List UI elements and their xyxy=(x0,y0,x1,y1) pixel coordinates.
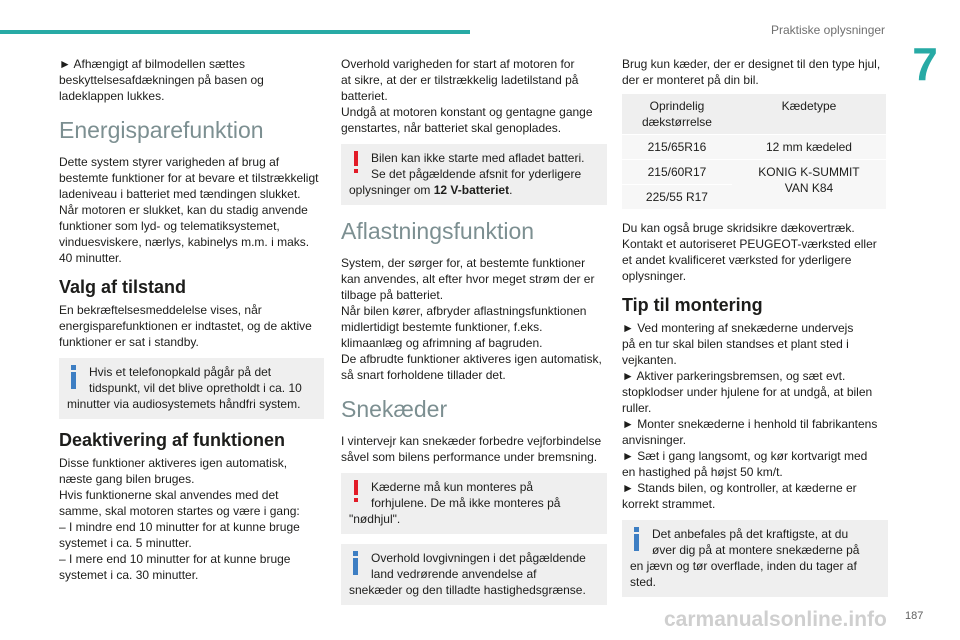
text-line: land vedrørende anvendelse af xyxy=(371,567,537,581)
text-line: forhjulene. De må ikke monteres på xyxy=(371,496,561,510)
tire-size-cell: 215/60R17 xyxy=(622,160,732,185)
heading-energy-saving: Energisparefunktion xyxy=(59,117,264,143)
text-line: minutter via audiosystemets håndfri system. xyxy=(67,397,301,411)
header-rule xyxy=(0,30,470,34)
text-line: genstartes, når batteriet skal genoplades. xyxy=(341,121,562,135)
table-row xyxy=(622,135,886,160)
text-line: en jævn og tør overflade, inden du tager af xyxy=(630,559,857,573)
watermark: carmanualsonline.info xyxy=(664,608,887,631)
text-line: et andet kvalificeret værksted for yderligere xyxy=(622,253,852,267)
warning-icon xyxy=(349,151,365,177)
battery-reference: 12 V-batteriet xyxy=(433,183,510,197)
energy-paragraph xyxy=(59,154,324,266)
text-line: Kæderne må kun monteres på xyxy=(371,480,534,494)
text-line: stopklodser under hjulene for at undgå, at bilen xyxy=(622,385,873,399)
text-line: vejkanten. xyxy=(622,353,677,367)
info-icon xyxy=(67,365,83,391)
info-note xyxy=(341,544,607,605)
intro-paragraph xyxy=(59,56,324,104)
text-line: Se det pågældende afsnit for yderligere xyxy=(371,167,582,181)
text-line: ruller. xyxy=(622,401,652,415)
text-line: Hvis funktionerne skal anvendes med det xyxy=(59,488,279,502)
tips-paragraph xyxy=(622,320,888,512)
engine-paragraph xyxy=(341,56,607,136)
heading-snow-chains: Snekæder xyxy=(341,396,448,422)
text-line: Overhold lovgivningen i det pågældende xyxy=(371,551,586,565)
warning-icon xyxy=(349,480,365,506)
tire-size-cell: 225/55 R17 xyxy=(622,185,732,210)
covers-paragraph xyxy=(622,220,888,284)
text-line: ► Afhængigt af bilmodellen sættes xyxy=(59,57,245,71)
text-line: næste gang bilen bruges. xyxy=(59,472,195,486)
text-line: – I mere end 10 minutter for at kunne bruge xyxy=(59,552,291,566)
text-line: ladeklappen lukkes. xyxy=(59,89,165,103)
text-line: snekæder og den tilladte hastighedsgrænse. xyxy=(349,583,586,597)
text-line: funktioner som lyd- og telematiksystemet, xyxy=(59,219,280,233)
chain-type-cell: KONIG K-SUMMIT VAN K84 xyxy=(732,160,886,210)
info-icon xyxy=(349,551,365,577)
text-line: Kontakt et autoriseret PEUGEOT-værksted eller xyxy=(622,237,877,251)
text-line: systemet i ca. 5 minutter. xyxy=(59,536,192,550)
text-line: – I mindre end 10 minutter for at kunne bruge xyxy=(59,520,300,534)
table-row xyxy=(622,160,886,185)
text-line: batteriet. xyxy=(341,89,388,103)
text-line: kan anvendes, alt efter hvor meget strøm der er xyxy=(341,272,595,286)
text-line: Undgå at motoren konstant og gentagne gange xyxy=(341,105,593,119)
text-line: så snart forholdene tillader det. xyxy=(341,368,506,382)
text-line: De afbrudte funktioner aktiveres igen automatisk, xyxy=(341,352,602,366)
chain-type-cell: 12 mm kædeled xyxy=(732,135,886,160)
text-line: Hvis et telefonopkald pågår på det xyxy=(89,365,272,379)
chains-type-paragraph xyxy=(622,56,888,88)
relief-paragraph xyxy=(341,255,607,383)
text-line: tidspunkt, vil det blive opretholdt i ca. 10 xyxy=(89,381,302,395)
text-line: funktioner er sat i standby. xyxy=(59,335,199,349)
column-left xyxy=(59,56,324,587)
column-middle xyxy=(341,56,607,615)
text-line: energisparefunktionen er indtastet, og de aktive xyxy=(59,319,312,333)
text-line: Dette system styrer varigheden af brug af xyxy=(59,155,280,169)
text-line: Disse funktioner aktiveres igen automatisk, xyxy=(59,456,288,470)
text-line: såvel som bilens performance under bremsning. xyxy=(341,450,598,464)
header-chain-type: Kædetype xyxy=(732,94,886,135)
heading-mode: Valg af tilstand xyxy=(59,277,187,297)
table-header-row xyxy=(622,94,886,135)
text-line xyxy=(349,182,599,198)
text-line: en hastighed på højst 50 km/t. xyxy=(622,465,783,479)
text-line: En bekræftelsesmeddelelse vises, når xyxy=(59,303,262,317)
text-line: ► Stands bilen, og kontroller, at kæderne er xyxy=(622,481,857,495)
text-line: sted. xyxy=(630,575,657,589)
text-line: Når bilen kører, afbryder aflastningsfunktionen xyxy=(341,304,587,318)
text-line: ladeniveau i batteriet med tændingen slukket. xyxy=(59,187,301,201)
text-line: 40 minutter. xyxy=(59,251,122,265)
column-right xyxy=(622,56,888,607)
page-number: 187 xyxy=(905,610,924,622)
text-line: ► Monter snekæderne i henhold til fabrikantens xyxy=(622,417,878,431)
text-line: systemet i ca. 30 minutter. xyxy=(59,568,199,582)
section-title: Praktiske oplysninger xyxy=(771,23,886,37)
info-icon xyxy=(630,527,646,553)
text-fragment: . xyxy=(509,183,513,197)
text-line: øver dig på at montere snekæderne på xyxy=(652,543,860,557)
text-line: samme, skal motoren startes og være i gang: xyxy=(59,504,300,518)
text-line: ► Aktiver parkeringsbremsen, og sæt evt. xyxy=(622,369,846,383)
deactivation-paragraph xyxy=(59,455,324,583)
text-line: Du kan også bruge skridsikre dækovertræk. xyxy=(622,221,855,235)
text-line: I vintervejr kan snekæder forbedre vejforbindelse xyxy=(341,434,602,448)
info-note xyxy=(622,520,888,597)
text-line: Brug kun kæder, der er designet til den type hjul, xyxy=(622,57,881,71)
text-line: ► Sæt i gang langsomt, og kør kortvarigt med xyxy=(622,449,868,463)
heading-mounting-tips: Tip til montering xyxy=(622,295,763,315)
text-fragment: oplysninger om xyxy=(349,183,434,197)
text-line: tilbage på batteriet. xyxy=(341,288,444,302)
text-line: System, der sørger for, at bestemte funktioner xyxy=(341,256,586,270)
text-line: bestemte funktioner for at bevare et tilstrækkeligt xyxy=(59,171,319,185)
header-tire-size: Oprindelig dækstørrelse xyxy=(622,94,732,135)
heading-load-relief: Aflastningsfunktion xyxy=(341,218,535,244)
text-line: vinduesviskere, nærlys, kabinelys m.m. i maks. xyxy=(59,235,310,249)
text-line: Bilen kan ikke starte med afladet batteri. xyxy=(371,151,585,165)
mode-paragraph xyxy=(59,302,324,350)
text-line: oplysninger. xyxy=(622,269,687,283)
text-line: ► Ved montering af snekæderne undervejs xyxy=(622,321,854,335)
tire-size-cell: 215/65R16 xyxy=(622,135,732,160)
text-line: der er monteret på din bil. xyxy=(622,73,759,87)
warning-note xyxy=(341,473,607,534)
text-line: korrekt strammet. xyxy=(622,497,716,511)
warning-note xyxy=(341,144,607,205)
text-line: anvisninger. xyxy=(622,433,687,447)
text-line: Det anbefales på det kraftigste, at du xyxy=(652,527,849,541)
text-line: på en tur skal bilen standses et plant sted i xyxy=(622,337,849,351)
text-line: "nødhjul". xyxy=(349,512,401,526)
info-note xyxy=(59,358,324,419)
text-line: midlertidigt bestemte funktioner, f.eks. xyxy=(341,320,543,334)
text-line: Når motoren er slukket, kan du stadig anvende xyxy=(59,203,308,217)
snow-chain-table xyxy=(622,94,886,210)
text-line: klimaanlæg og afrimning af bagruden. xyxy=(341,336,543,350)
text-line: beskyttelsesafdækningen på basen og xyxy=(59,73,264,87)
heading-deactivation: Deaktivering af funktionen xyxy=(59,430,286,450)
text-line: Overhold varigheden for start af motoren for xyxy=(341,57,575,71)
chains-paragraph xyxy=(341,433,607,465)
text-line: at sikre, at der er tilstrækkelig ladetilstand på xyxy=(341,73,579,87)
chapter-number: 7 xyxy=(912,38,938,90)
